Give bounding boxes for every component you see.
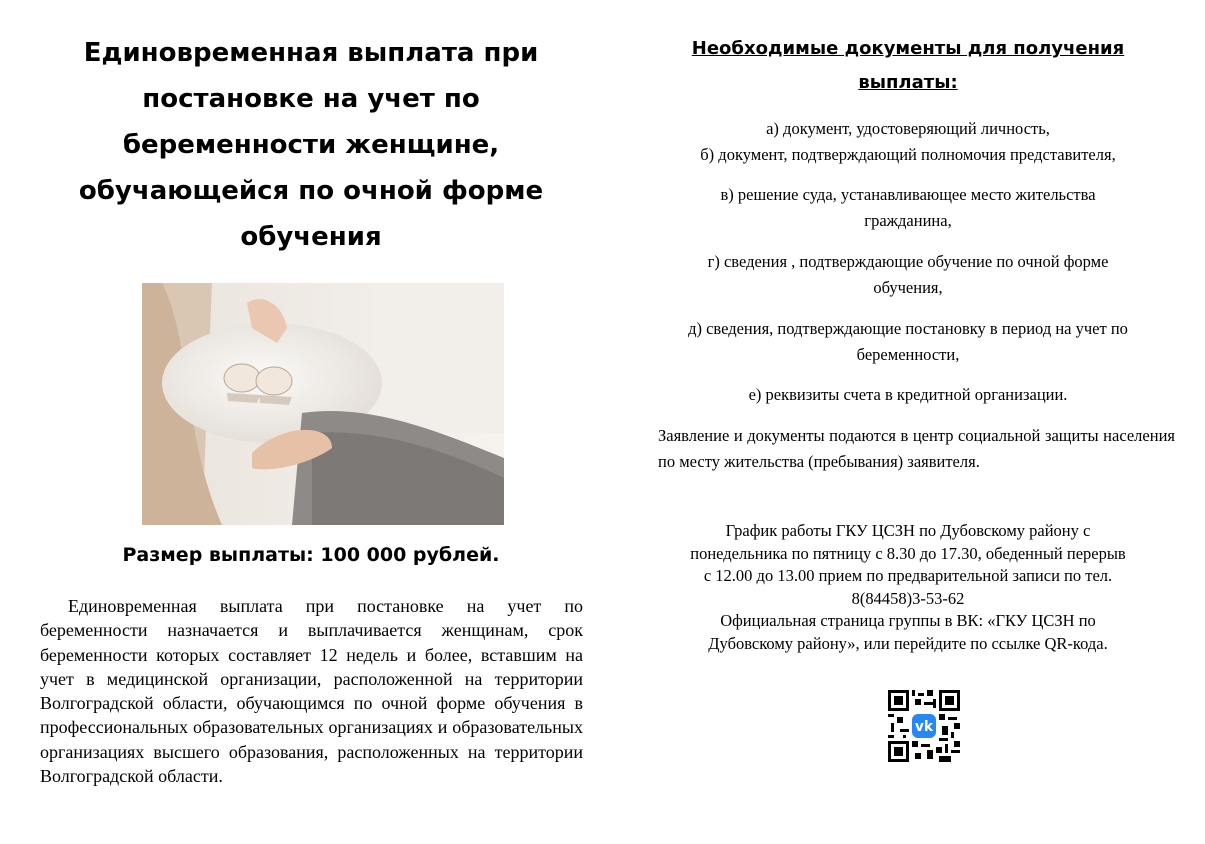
page-title [30,30,592,260]
schedule-line: понедельника по пятницу с 8.30 до 17.30, обеденный перерыв [690,543,1126,563]
schedule-line: с 12.00 до 13.00 прием по предварительной записи по тел. [703,566,1113,585]
document-item: обучения, [873,278,943,297]
document-item: а) документ, удостоверяющий личность, [766,119,1050,138]
document-item: гражданина, [864,211,952,230]
document-item: г) сведения , подтверждающие обучение по очной форме [707,252,1109,271]
svg-text:vk: vk [914,718,934,735]
title-line: беременности женщине, [122,130,500,160]
title-line: обучения [240,222,382,252]
schedule-line: График работы ГКУ ЦСЗН по Дубовскому району с [725,521,1091,540]
application-note: Заявление и документы подаются в центр социальной защиты населения по месту жительства (пребывания) заявителя. [658,426,1175,471]
title-line: постановке на учет по [142,84,480,114]
schedule-line: Дубовскому району», или перейдите по ссылке QR-кода. [708,633,1108,653]
qr-code-icon[interactable] [888,690,960,762]
document-item: б) документ, подтверждающий полномочия представителя, [700,145,1116,164]
document-item: в) решение суда, устанавливающее место жительства [720,185,1096,204]
title-line: Единовременная выплата при [83,38,539,68]
document-item: беременности, [856,345,960,364]
document-item: д) сведения, подтверждающие постановку в период на учет по [688,319,1128,338]
documents-heading-line: Необходимые документы для получения [691,38,1125,59]
work-schedule [628,520,1188,655]
schedule-line: Официальная страница группы в ВК: «ГКУ ЦСЗН по [720,611,1096,630]
description-paragraph [40,594,583,788]
documents-heading-line: выплаты: [858,72,958,93]
document-item: е) реквизиты счета в кредитной организации. [748,385,1068,404]
payment-amount: Размер выплаты: 100 000 рублей. [122,544,500,566]
title-line: обучающейся по очной форме [78,176,544,206]
pregnant-woman-photo [142,283,504,525]
description-text: Единовременная выплата при постановке на учет по беременности назначается и выплачивается женщинам, срок беременности которых составляет 12 недель и более, вставшим на учет в медицинской организации, расположенной на территории Волгоградской области, обучающимся по очной форме обучения в профессиональных образовательных организациях и образовательных организациях высшего образования, расположенных на территории Волгоградской области. [40,596,583,787]
schedule-line: 8(84458)3-53-62 [851,588,965,608]
